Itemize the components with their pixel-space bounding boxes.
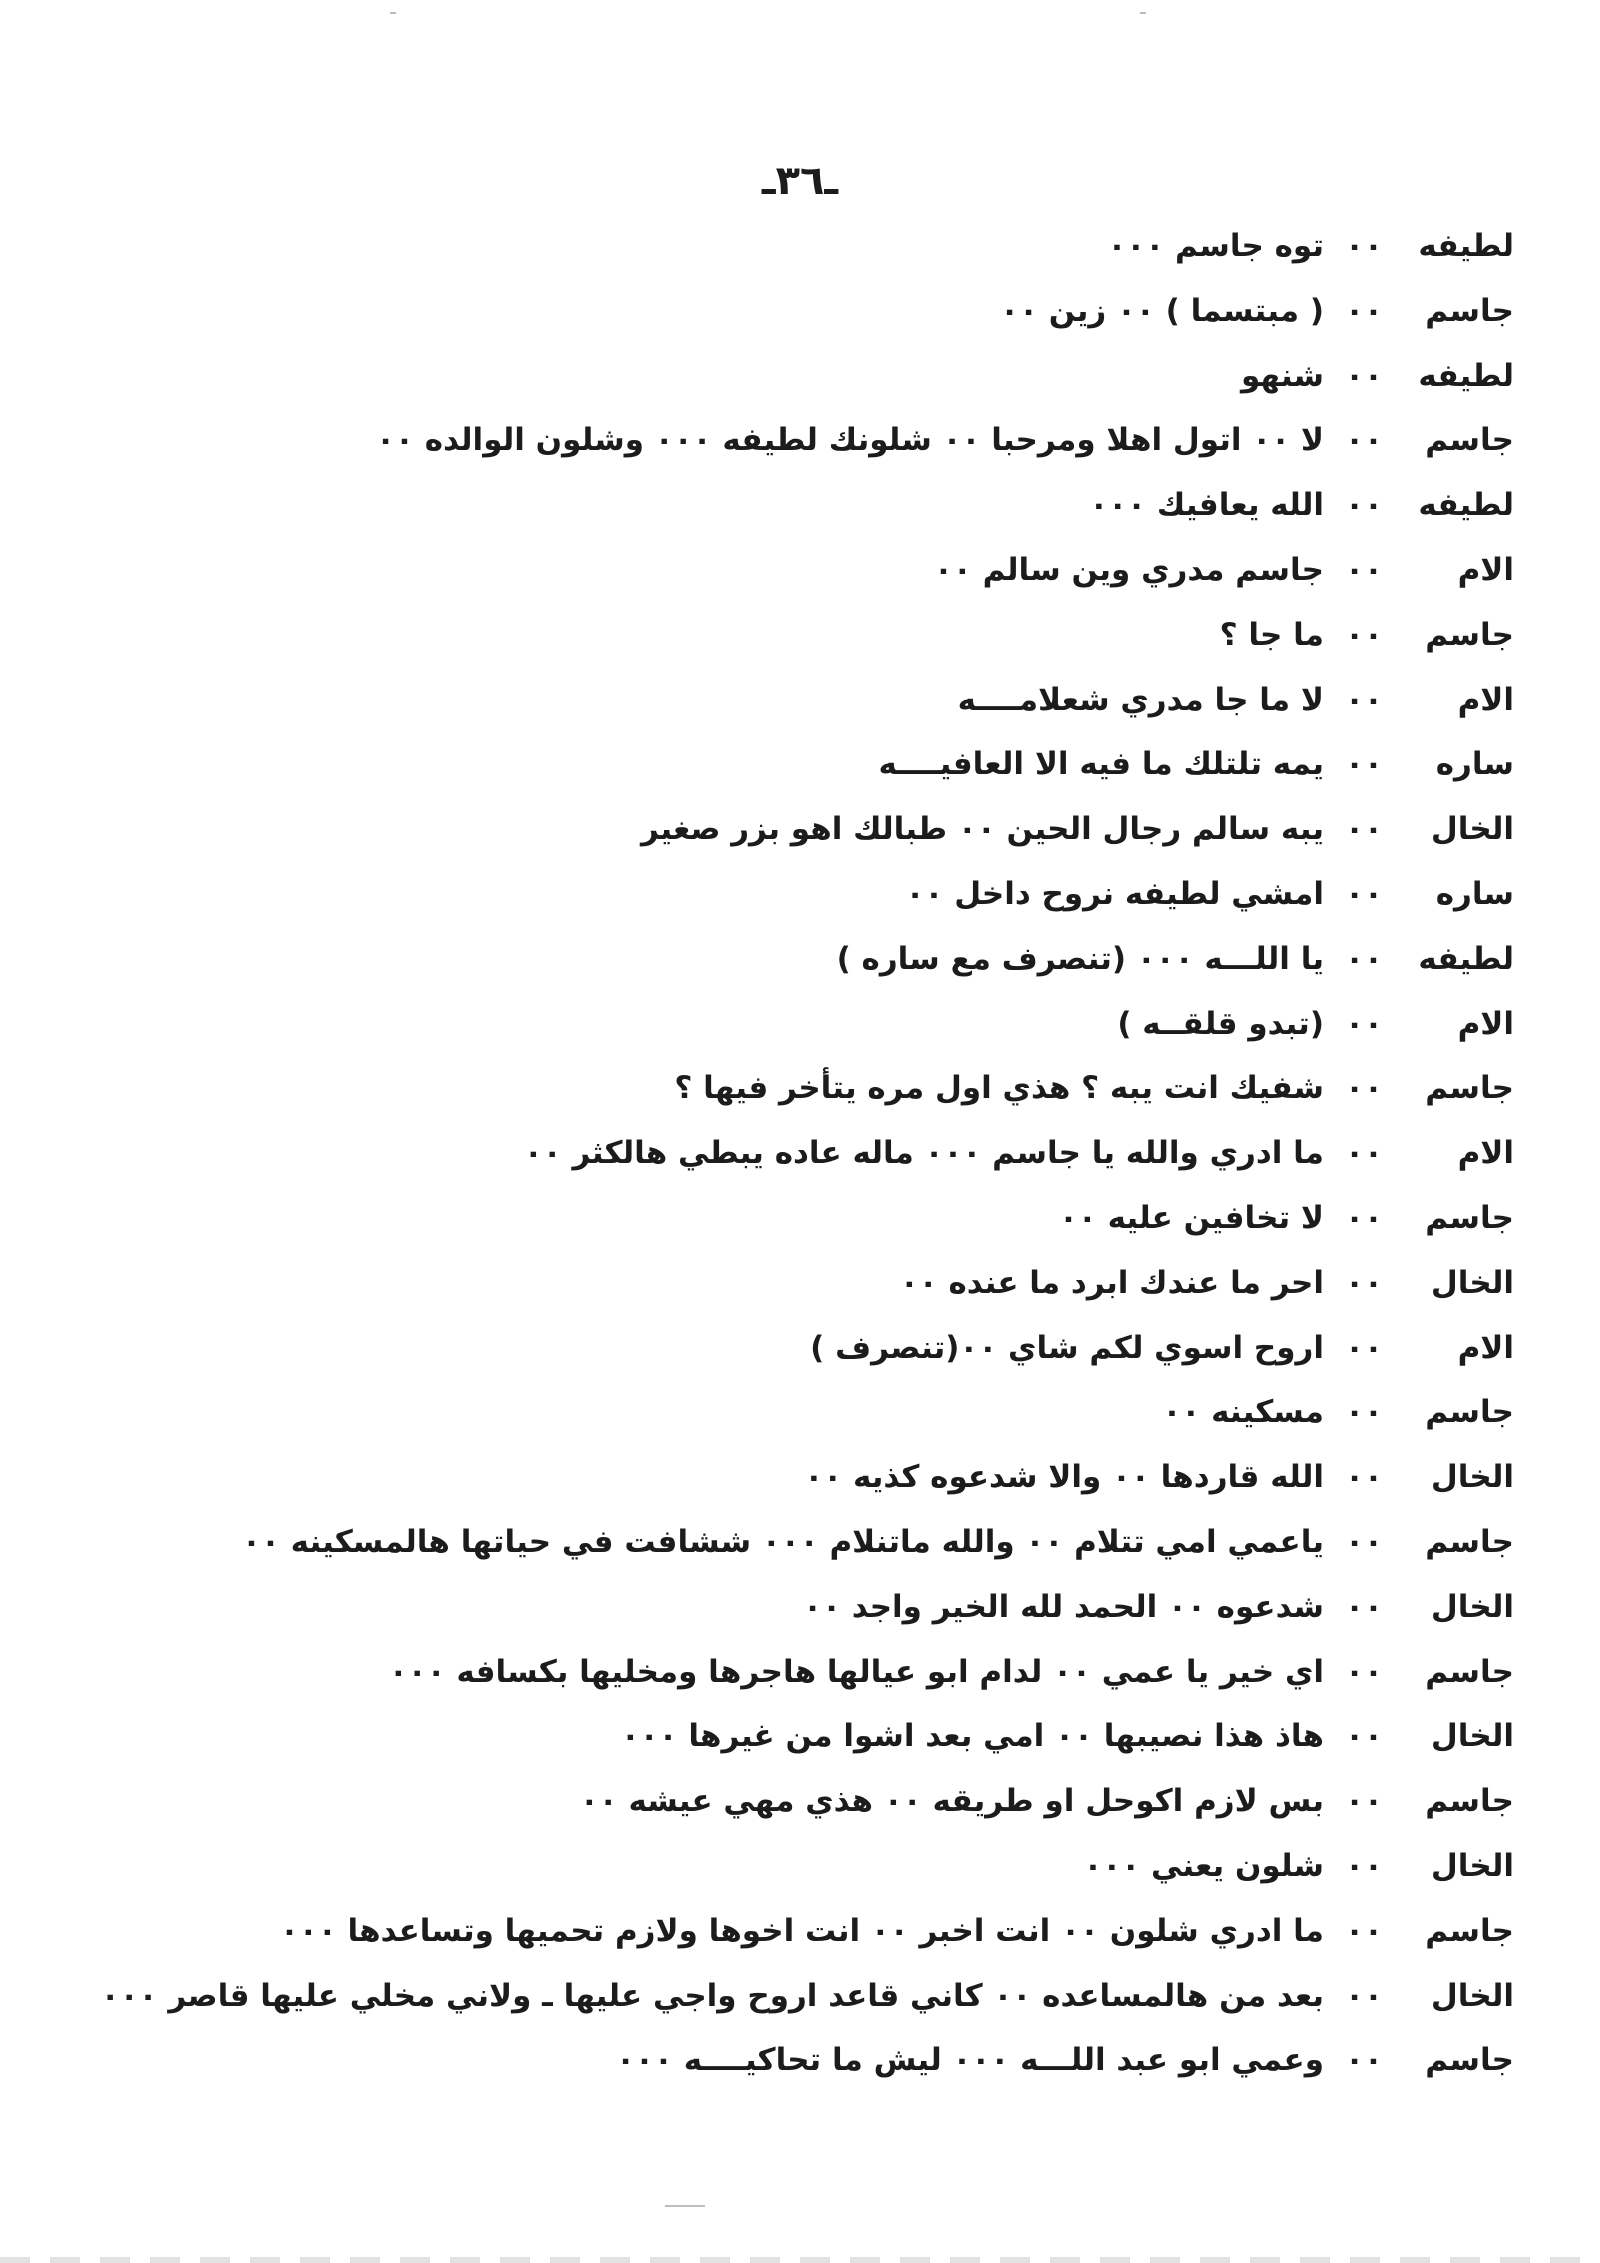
speaker-name: جاسم (1425, 1523, 1514, 1560)
speech-text: ما ادري والله يا جاسم ٠٠٠ ماله عاده يبطي هالكثر ٠٠ (523, 1135, 1324, 1172)
speech-text: بس لازم اكوحل او طريقه ٠٠ هذي مهي عيشه ٠٠ (579, 1783, 1324, 1820)
speech-text: وعمي ابو عبد اللـــه ٠٠٠ ليش ما تحاكيــــه ٠٠٠ (616, 2042, 1324, 2079)
speaker-name: جاسم (1425, 2042, 1514, 2079)
speaker-name: الخال (1430, 1847, 1514, 1884)
dialogue-line (94, 1978, 1514, 2043)
dialogue-line (94, 1394, 1514, 1459)
speaker-separator: ٠٠ (1345, 940, 1383, 977)
speaker-name: ساره (1435, 875, 1514, 912)
speaker-separator: ٠٠ (1345, 681, 1383, 718)
speaker-separator: ٠٠ (1345, 1653, 1383, 1690)
dialogue-line (94, 1848, 1514, 1913)
speaker-separator: ٠٠ (1345, 746, 1383, 783)
dialogue-line (94, 941, 1514, 1006)
dialogue-line (94, 1913, 1514, 1978)
dialogue-script (94, 228, 1514, 2107)
dialogue-line (94, 552, 1514, 617)
dialogue-line (94, 1589, 1514, 1654)
speaker-name: لطيفه (1418, 228, 1514, 264)
scan-bottom-edge (0, 2257, 1600, 2263)
speaker-separator: ٠٠ (1345, 1394, 1383, 1431)
speech-text: ياعمي امي تتلام ٠٠ والله ماتنلام ٠٠٠ ششافت في حياتها هالمسكينه ٠٠ (242, 1523, 1324, 1560)
dialogue-line (94, 487, 1514, 552)
dialogue-line (94, 1654, 1514, 1719)
speaker-separator: ٠٠ (1345, 1135, 1383, 1172)
dialogue-line (94, 1459, 1514, 1524)
dialogue-line (94, 228, 1514, 293)
speaker-separator: ٠٠ (1345, 1977, 1383, 2014)
speech-text: جاسم مدري وين سالم ٠٠ (933, 551, 1324, 588)
speech-text: شنهو (1240, 357, 1324, 394)
speech-text: اي خير يا عمي ٠٠ لدام ابو عيالها هاجرها ومخليها بكسافه ٠٠٠ (388, 1653, 1324, 1690)
speech-text: احر ما عندك ابرد ما عنده ٠٠ (899, 1264, 1324, 1301)
speech-text: بعد من هالمساعده ٠٠ كاني قاعد اروح واجي عليها ـ ولاني مخلي عليها قاصر ٠٠٠ (100, 1977, 1324, 2014)
speech-text: شلون يعني ٠٠٠ (1083, 1847, 1324, 1884)
speaker-name: جاسم (1425, 1070, 1514, 1107)
speech-text: اروح اسوي لكم شاي ٠٠(تنصرف ) (810, 1329, 1324, 1366)
speaker-separator: ٠٠ (1345, 1264, 1383, 1301)
scan-speck (1140, 12, 1146, 14)
speaker-separator: ٠٠ (1345, 1847, 1383, 1884)
speaker-name: جاسم (1425, 292, 1514, 329)
dialogue-line (94, 422, 1514, 487)
speaker-separator: ٠٠ (1345, 875, 1383, 912)
speaker-separator: ٠٠ (1345, 811, 1383, 848)
speaker-separator: ٠٠ (1345, 487, 1383, 524)
speaker-name: الخال (1430, 1718, 1514, 1755)
dialogue-line (94, 293, 1514, 358)
speech-text: يبه سالم رجال الحين ٠٠ طبالك اهو بزر صغير (641, 811, 1324, 848)
speaker-separator: ٠٠ (1345, 357, 1383, 394)
speaker-name: الخال (1430, 1264, 1514, 1301)
speaker-name: جاسم (1425, 1653, 1514, 1690)
speaker-separator: ٠٠ (1345, 1005, 1383, 1042)
speaker-separator: ٠٠ (1345, 1588, 1383, 1625)
dialogue-line (94, 1524, 1514, 1589)
dialogue-line (94, 682, 1514, 747)
speaker-separator: ٠٠ (1345, 228, 1383, 264)
speaker-separator: ٠٠ (1345, 422, 1383, 459)
speech-text: ما ادري شلون ٠٠ انت اخبر ٠٠ انت اخوها ولازم تحميها وتساعدها ٠٠٠ (279, 1912, 1324, 1949)
speaker-name: الام (1457, 1005, 1514, 1042)
speech-text: مسكينه ٠٠ (1162, 1394, 1324, 1431)
dialogue-line (94, 1006, 1514, 1071)
speaker-name: الام (1457, 1135, 1514, 1172)
dialogue-line (94, 617, 1514, 682)
dialogue-line (94, 1070, 1514, 1135)
speech-text: توه جاسم ٠٠٠ (1107, 228, 1324, 264)
speaker-separator: ٠٠ (1345, 1912, 1383, 1949)
speech-text: ( مبتسما ) ٠٠ زين ٠٠ (1000, 292, 1324, 329)
speech-text: ما جا ؟ (1219, 616, 1324, 653)
dialogue-line (94, 811, 1514, 876)
speaker-separator: ٠٠ (1345, 292, 1383, 329)
speaker-separator: ٠٠ (1345, 1199, 1383, 1236)
speaker-separator: ٠٠ (1345, 616, 1383, 653)
speech-text: هاذ هذا نصيبها ٠٠ امي بعد اشوا من غيرها ٠٠٠ (620, 1718, 1324, 1755)
dialogue-line (94, 1135, 1514, 1200)
scan-speck (390, 12, 396, 14)
speaker-separator: ٠٠ (1345, 1459, 1383, 1496)
speaker-name: جاسم (1425, 616, 1514, 653)
speaker-separator: ٠٠ (1345, 1783, 1383, 1820)
dialogue-line (94, 2042, 1514, 2107)
speaker-name: جاسم (1425, 1783, 1514, 1820)
speaker-name: الخال (1430, 1588, 1514, 1625)
speech-text: يا اللـــه ٠٠٠ (تنصرف مع ساره ) (836, 940, 1324, 977)
dialogue-line (94, 1783, 1514, 1848)
speaker-separator: ٠٠ (1345, 2042, 1383, 2079)
speaker-name: جاسم (1425, 422, 1514, 459)
speaker-separator: ٠٠ (1345, 1329, 1383, 1366)
speaker-name: لطيفه (1418, 487, 1514, 524)
speaker-name: جاسم (1425, 1912, 1514, 1949)
dialogue-line (94, 1265, 1514, 1330)
speaker-separator: ٠٠ (1345, 1070, 1383, 1107)
speech-text: الله يعافيك ٠٠٠ (1089, 487, 1324, 524)
dialogue-line (94, 1330, 1514, 1395)
speech-text: لا ٠٠ اتول اهلا ومرحبا ٠٠ شلونك لطيفه ٠٠٠ وشلون الوالده ٠٠ (376, 422, 1324, 459)
speech-text: يمه تلتلك ما فيه الا العافيــــه (878, 746, 1324, 783)
dialogue-line (94, 876, 1514, 941)
speech-text: شفيك انت يبه ؟ هذي اول مره يتأخر فيها ؟ (674, 1070, 1324, 1107)
dialogue-line (94, 1718, 1514, 1783)
speech-text: شدعوه ٠٠ الحمد لله الخير واجد ٠٠ (803, 1588, 1324, 1625)
speech-text: (تبدو قلقــه ) (1117, 1005, 1324, 1042)
speaker-name: الخال (1430, 1459, 1514, 1496)
speaker-name: الام (1457, 681, 1514, 718)
speaker-name: ساره (1435, 746, 1514, 783)
speech-text: الله قاردها ٠٠ والا شدعوه كذيه ٠٠ (804, 1459, 1324, 1496)
speaker-separator: ٠٠ (1345, 1718, 1383, 1755)
speaker-name: الخال (1430, 1977, 1514, 2014)
speaker-separator: ٠٠ (1345, 551, 1383, 588)
speech-text: امشي لطيفه نروح داخل ٠٠ (905, 875, 1324, 912)
dialogue-line (94, 746, 1514, 811)
scan-speck (665, 2205, 705, 2207)
speaker-name: جاسم (1425, 1199, 1514, 1236)
speaker-name: الام (1457, 1329, 1514, 1366)
speaker-name: لطيفه (1418, 940, 1514, 977)
speech-text: لا تخافين عليه ٠٠ (1058, 1199, 1324, 1236)
dialogue-line (94, 1200, 1514, 1265)
speaker-name: جاسم (1425, 1394, 1514, 1431)
speaker-separator: ٠٠ (1345, 1523, 1383, 1560)
speaker-name: الام (1457, 551, 1514, 588)
speaker-name: لطيفه (1418, 357, 1514, 394)
speaker-name: الخال (1430, 811, 1514, 848)
speech-text: لا ما جا مدري شعلامــــه (957, 681, 1324, 718)
page-number: ـ٣٦ـ (761, 158, 839, 204)
dialogue-line (94, 358, 1514, 423)
